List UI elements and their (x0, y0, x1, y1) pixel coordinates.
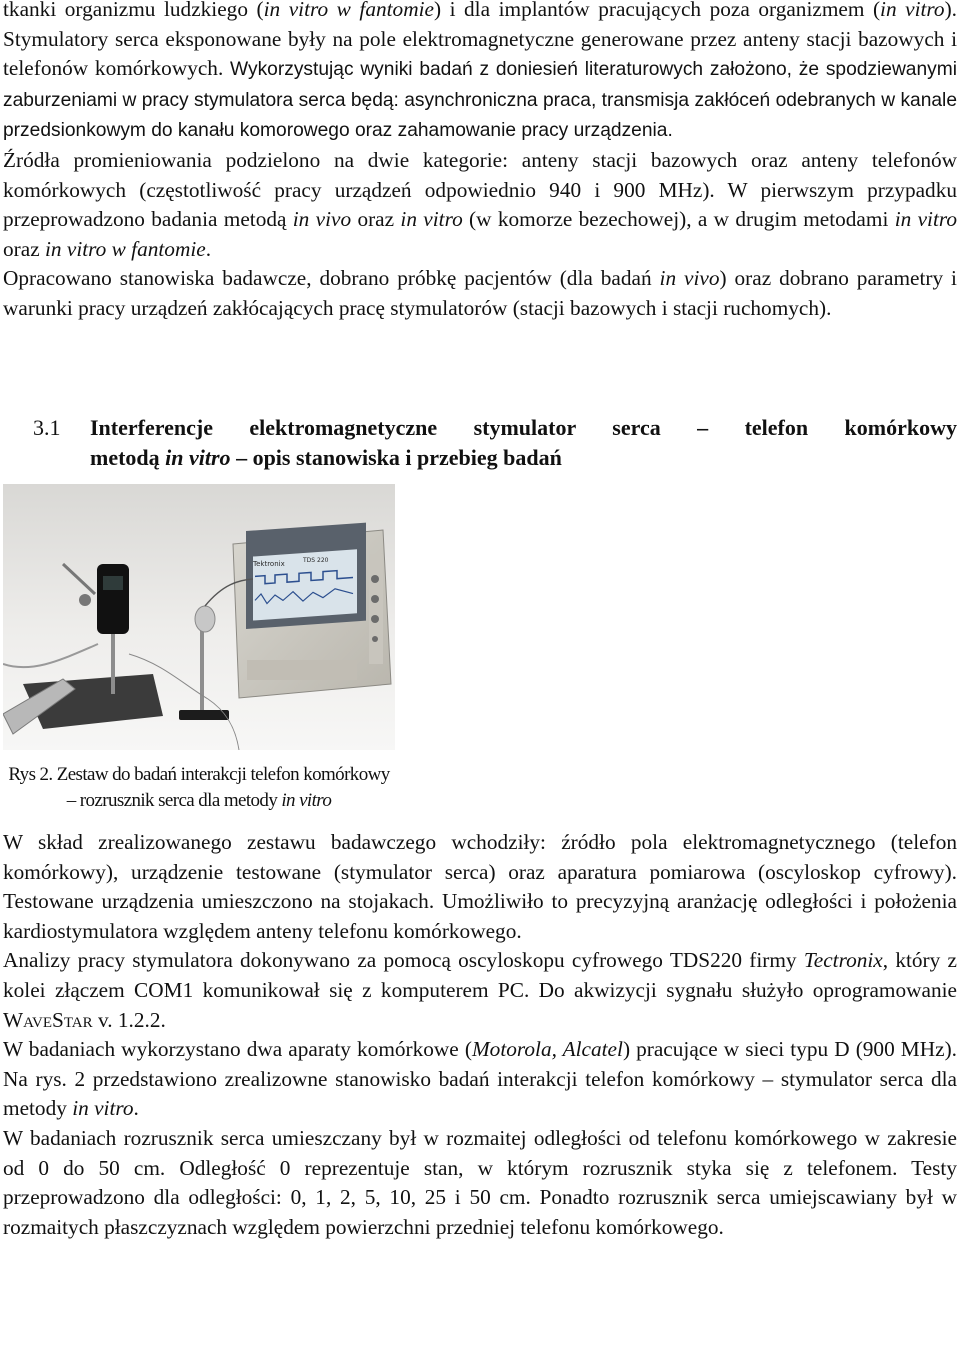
paragraph-stands: Opracowano stanowiska badawcze, dobrano próbkę pacjentów (dla badań in vivo) oraz dobrano parametry i warunki pracy urządzeń zakłócających pracę stymulatorów (stacji bazowych i stacji ruchomych). (3, 266, 957, 320)
paragraph-phones: W badaniach wykorzystano dwa aparaty komórkowe (Motorola, Alcatel) pracujące w sieci typu D (900 MHz). Na rys. 2 przedstawiono zrealizowne stanowisko badań interakcji telefon komórkowy – stymulator serca dla metody in vitro. (3, 1037, 957, 1121)
scope-brand-label: Tektronix (253, 560, 285, 568)
paragraph-setup: W skład zrealizowanego zestawu badawczego wchodziły: źródło pola elektromagnetycznego (telefon komórkowy), urządzenie testowane (stymulator serca) oraz aparatura pomiarowa (oscyloskop cyfrowy). Testowane urządzenia umieszczono na stojakach. Umożliwiło to precyzyjną aranżację odległości i położenia kardiostymulatora względem anteny telefonu komórkowego. (3, 830, 957, 943)
figure-caption: Rys 2. Zestaw do badań interakcji telefon komórkowy – rozrusznik serca dla metody in vitro (8, 764, 390, 811)
scope-model-label: TDS 220 (303, 557, 329, 564)
intro-paragraphs (3, 0, 957, 324)
section-heading (33, 413, 957, 473)
figure-photo (3, 484, 395, 750)
test-setup-photo (3, 484, 395, 750)
paragraph-analysis: Analizy pracy stymulatora dokonywano za pomocą oscyloskopu cyfrowego TDS220 firmy Tectronix, który z kolei złączem COM1 komunikował się z komputerem PC. Do akwizycji sygnału służyło oprogramowanie WaveStar v. 1.2.2. (3, 948, 957, 1032)
paragraph-distances: W badaniach rozrusznik serca umieszczany był w rozmaitej odległości od telefonu komórkowego w zakresie od 0 do 50 cm. Odległość 0 reprezentuje stan, w którym rozrusznik styka się z telefonem. Testy przeprowadzono dla odległości: 0, 1, 2, 5, 10, 25 i 50 cm. Ponadto rozrusznik serca umiejscawiany był w rozmaitych płaszczyznach względem powierzchni przedniej telefonu komórkowego. (3, 1125, 957, 1239)
oscilloscope (233, 523, 391, 698)
section-title-line1: Interferencje elektromagnetyczne stymulator serca – telefon komórkowy (90, 415, 957, 440)
section-title-line2: metodą in vitro – opis stanowiska i przebieg badań (90, 445, 562, 470)
setup-paragraphs (3, 828, 957, 1242)
section-number: 3.1 (33, 415, 61, 440)
paragraph-sources: Źródła promieniowania podzielono na dwie kategorie: anteny stacji bazowych oraz anteny telefonów komórkowych (częstotliwość pracy urządzeń odpowiednio 940 i 900 MHz). W pierwszym przypadku przeprowadzono badania metodą in vivo oraz in vitro (w komorze bezechowej), a w drugim metodami in vitro oraz in vitro w fantomie. (3, 147, 958, 261)
paragraph-exposure: tkanki organizmu ludzkiego (in vitro w fantomie) i dla implantów pracujących poza organizmem (in vitro). Stymulatory serca eksponowane były na pole elektromagnetyczne generowane przez anteny stacji bazowych i telefonów komórkowych. Wykorzystując wyniki badań z doniesień literaturowych założono, że spodziewanymi zaburzeniami w pracy stymulatora serca będą: asynchroniczna praca, transmisja zakłóceń odebranych w kanale przedsionkowym do kanału komorowego oraz zahamowanie pracy urządzenia. (3, 0, 958, 142)
